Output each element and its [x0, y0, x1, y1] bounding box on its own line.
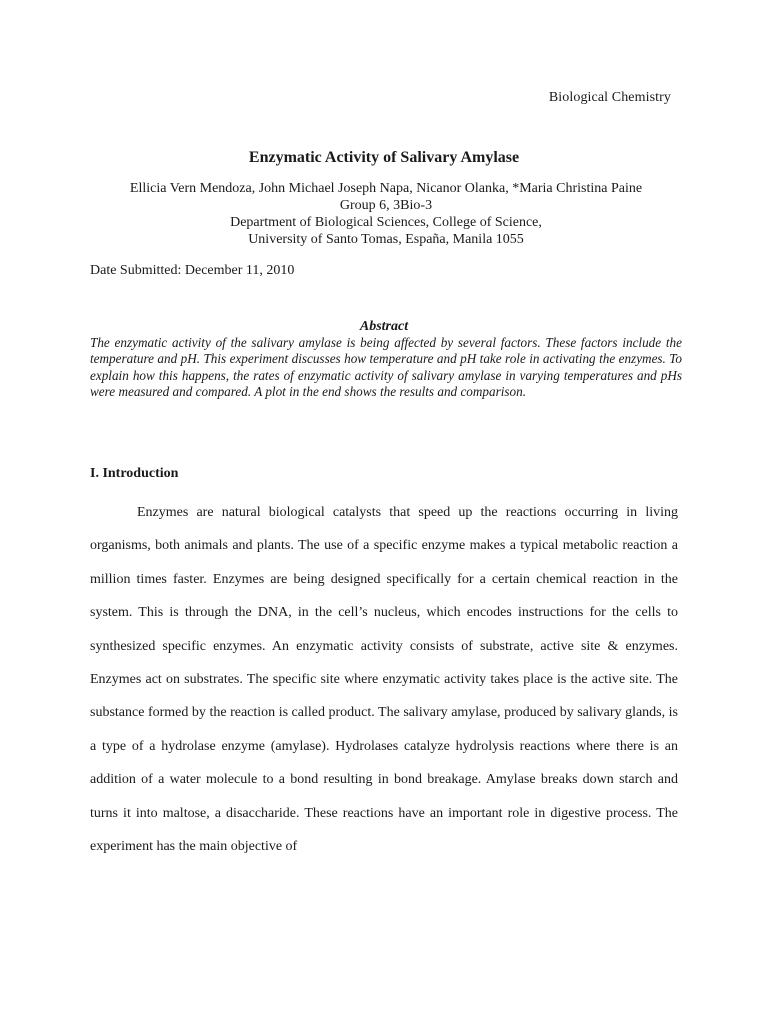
introduction-heading: I. Introduction: [90, 466, 179, 481]
group-line: Group 6, 3Bio-3: [339, 198, 433, 213]
abstract-text: The enzymatic activity of the salivary amylase is being affected by several factors. These factors include the temperature and pH. This experiment discusses how temperature and pH take role in activating the enzymes. To explain how this happens, the rates of enzymatic activity of salivary amylase in varying temperatures and pHs were measured and compared. A plot in the end shows the results and comparison.: [90, 335, 682, 399]
course-header: Biological Chemistry: [548, 90, 671, 105]
paper-title: Enzymatic Activity of Salivary Amylase: [248, 149, 520, 166]
author-block: [90, 180, 682, 248]
abstract-heading: Abstract: [359, 319, 409, 334]
university-line: University of Santo Tomas, España, Manila 1055: [248, 232, 524, 247]
author-list: Ellicia Vern Mendoza, John Michael Joseph Napa, Nicanor Olanka, *Maria Christina Paine: [129, 181, 643, 196]
department-line: Department of Biological Sciences, College of Science,: [230, 215, 542, 230]
introduction-text: Enzymes are natural biological catalysts that speed up the reactions occurring in living organisms, both animals and plants. The use of a specific enzyme makes a typical metabolic reaction a million times faster. Enzymes are being designed specifically for a certain chemical reaction in the system. This is through the DNA, in the cell’s nucleus, which encodes instructions for the cells to synthesized specific enzymes. An enzymatic activity consists of substrate, active site & enzymes. Enzymes act on substrates. The specific site where enzymatic activity takes place is the active site. The substance formed by the reaction is called product. The salivary amylase, produced by salivary glands, is a type of a hydrolase enzyme (amylase). Hydrolases catalyze hydrolysis reactions where there is an addition of a water molecule to a bond resulting in bond breakage. Amylase breaks down starch and turns it into maltose, a disaccharide. These reactions have an important role in digestive process. The experiment has the main objective of: [90, 505, 678, 855]
date-submitted: Date Submitted: December 11, 2010: [90, 263, 295, 278]
